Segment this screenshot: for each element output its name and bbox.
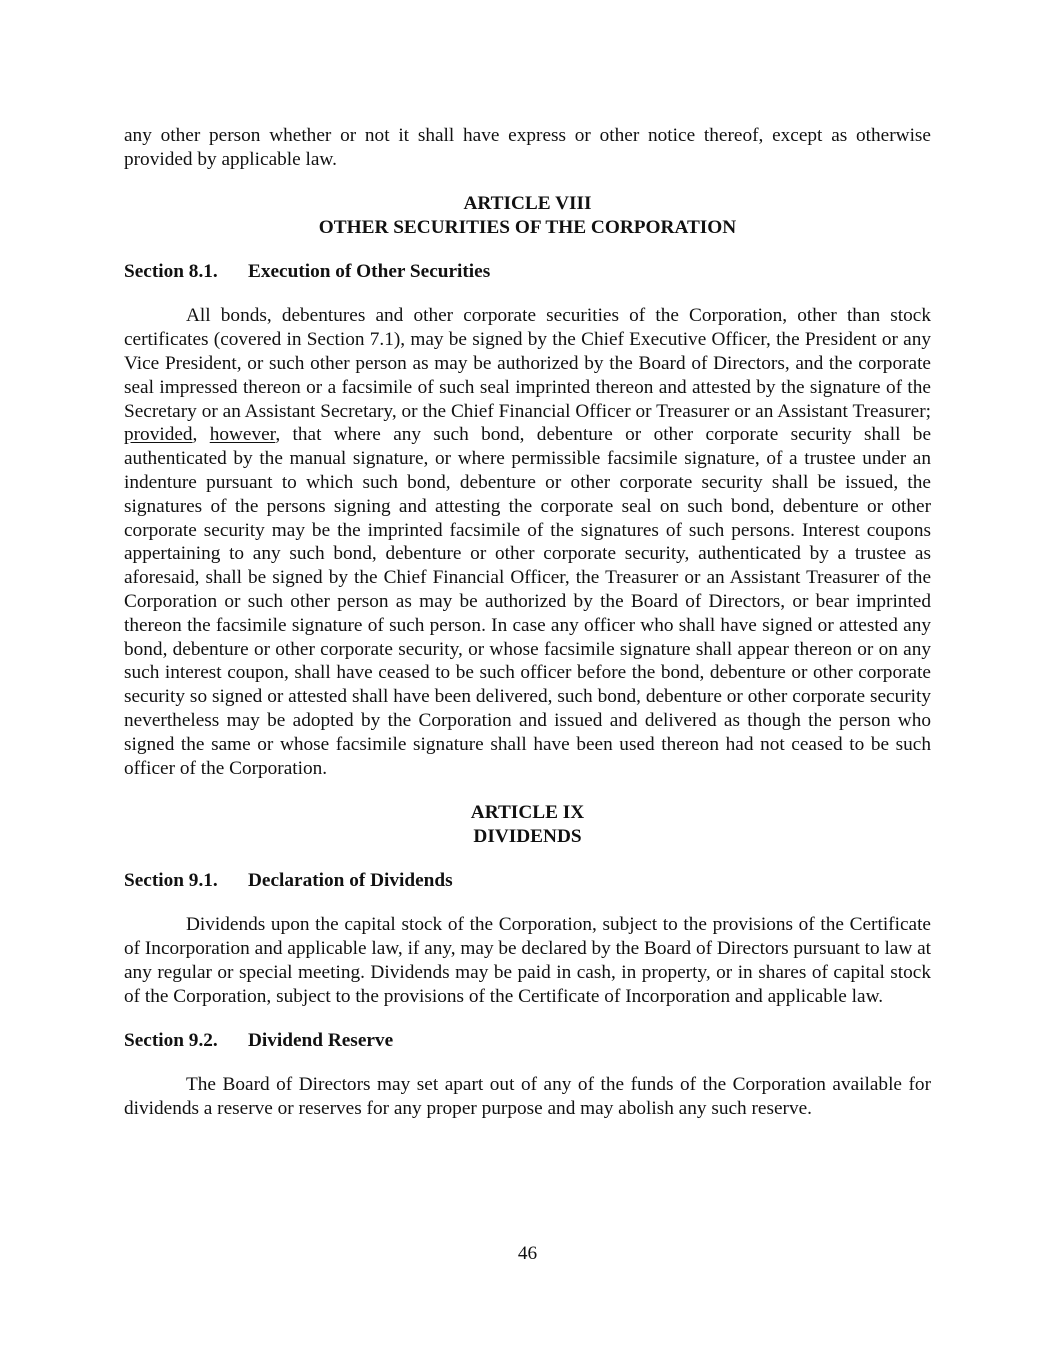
section-8-1-text-part1: All bonds, debentures and other corporate securities of the Corporation, other than stock certificates (covered in Section 7.1), may be signed by the Chief Executive Officer, the President or any Vice President, or such other person as may be authorized by the Board of Directors, and the corporate seal impressed thereon or a facsimile of such seal imprinted thereon and attested by the signature of the Secretary or an Assistant Secretary, or the Chief Financial Officer or Treasurer or an Assistant Treasurer; (124, 305, 931, 422)
section-9-2-heading (124, 1029, 931, 1053)
section-9-2-body: The Board of Directors may set apart out of any of the funds of the Corporation available for dividends a reserve or reserves for any proper purpose and may abolish any such reserve. (124, 1074, 931, 1120)
section-8-1-text-part2: , that where any such bond, debenture or other corporate security shall be authenticated by the manual signature, or where permissible facsimile signature, of a trustee under an indenture pursuant to which such bond, debenture or other corporate security shall be issued, the signatures of the persons signing and attesting the corporate seal on such bond, debenture or other corporate security may be the imprinted facsimile of the signatures of such persons. Interest coupons appertaining to any such bond, debenture or other corporate security, authenticated by a trustee as aforesaid, shall be signed by the Chief Financial Officer, the Treasurer or an Assistant Treasurer of the Corporation or such other person as may be authorized by the Board of Directors, or bear imprinted thereon the facsimile signature of such person. In case any officer who shall have signed or attested any bond, debenture or other corporate security, or whose facsimile signature shall appear thereon or on any such interest coupon, shall have ceased to be such officer before the bond, debenture or other corporate security so signed or attested shall have been delivered, such bond, debenture or other corporate security nevertheless may be adopted by the Corporation and issued and delivered as though the person who signed the same or whose facsimile signature shall have been used thereon had not ceased to be such officer of the Corporation. (124, 424, 931, 779)
section-8-1-comma: , (192, 424, 210, 446)
however-term: however (209, 424, 276, 446)
article-8-heading (124, 192, 931, 240)
section-9-2-title: Dividend Reserve (248, 1030, 394, 1051)
article-9-heading (124, 801, 931, 849)
section-9-1-heading (124, 869, 931, 893)
section-8-1-title: Execution of Other Securities (248, 261, 491, 283)
section-9-1-title: Declaration of Dividends (248, 870, 453, 892)
article-8-title: OTHER SECURITIES OF THE CORPORATION (318, 216, 737, 238)
article-9-number: ARTICLE IX (470, 801, 585, 823)
section-9-2-number: Section 9.2. (124, 1030, 218, 1051)
section-8-1-body (124, 304, 931, 780)
article-9-title: DIVIDENDS (473, 825, 582, 847)
page-number: 46 (517, 1243, 538, 1264)
section-9-1-body: Dividends upon the capital stock of the Corporation, subject to the provisions of the Certificate of Incorporation and applicable law, if any, may be declared by the Board of Directors pursuant to law at any regular or special meeting. Dividends may be paid in cash, in property, or in shares of capital stock of the Corporation, subject to the provisions of the Certificate of Incorporation and applicable law. (124, 914, 932, 1007)
article-8-number: ARTICLE VIII (463, 193, 592, 215)
section-9-1-number: Section 9.1. (124, 870, 218, 892)
section-8-1-number: Section 8.1. (124, 261, 218, 283)
provided-term: provided (124, 424, 193, 446)
document-page (124, 124, 931, 1121)
section-8-1-heading (124, 260, 931, 284)
intro-paragraph: any other person whether or not it shall have express or other notice thereof, except as otherwise provided by applicable law. (124, 125, 931, 170)
